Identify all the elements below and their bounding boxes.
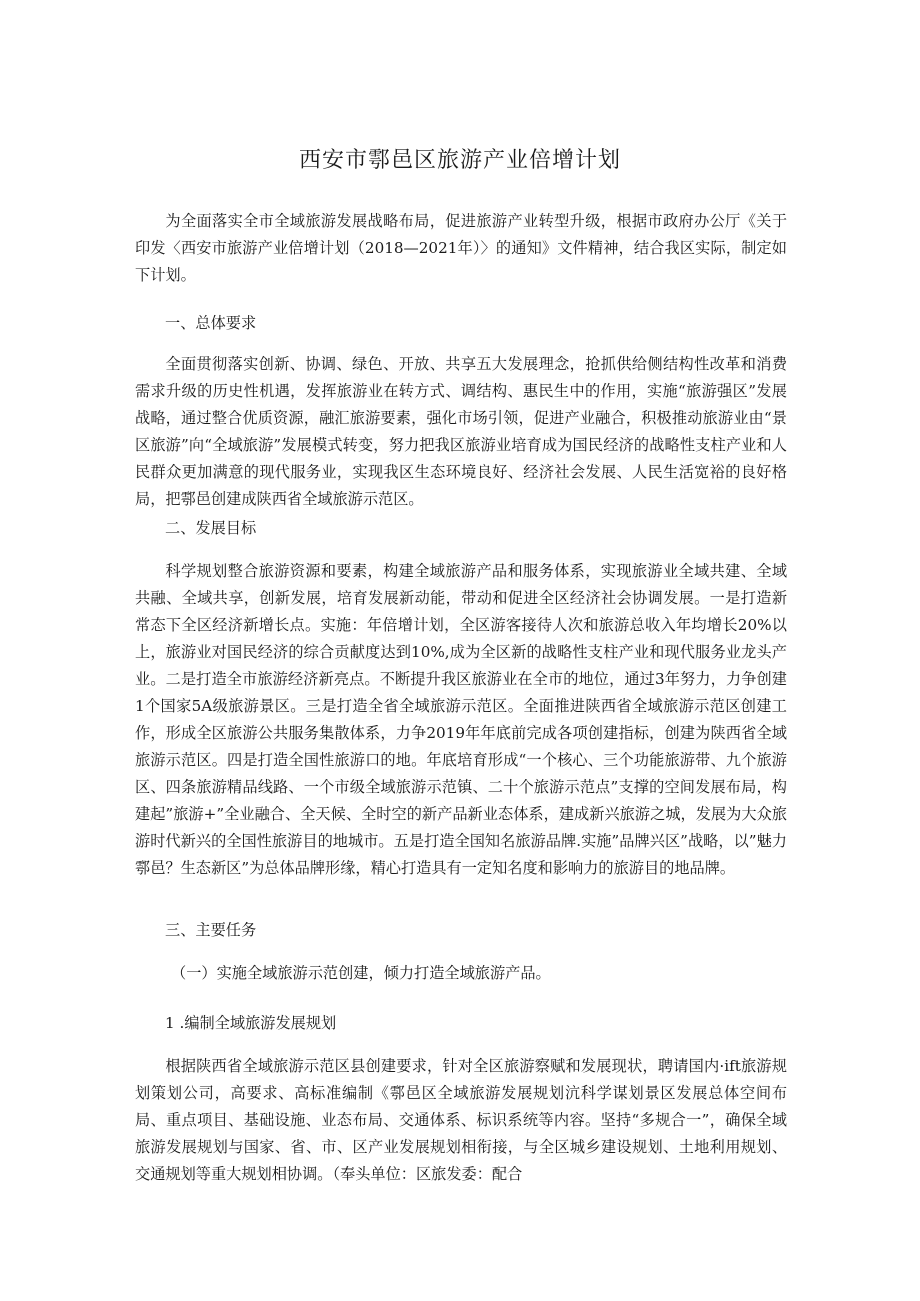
section2-paragraph: 科学规划整合旅游资源和要素，构建全域旅游产品和服务体系，实现旅游业全域共建、全域共融、全域共享，创新发展，培育发展新动能，带动和促进全区经济社会协调发展。一是打造新常态下全区经济新增长点。实施：年倍增计划，全区游客接待人次和旅游总收入年均增长20%以上，旅游业对国民经济的综合贡献度达到10%,成为全区新的战略性支柱产业和现代服务业龙头产业。二是打造全市旅游经济新亮点。不断提升我区旅游业在全市的地位，通过3年努力，力争创建1个国家5A级旅游景区。三是打造全省全域旅游示范区。全面推进陕西省全域旅游示范区创建工作，形成全区旅游公共服务集散体系，力争2019年年底前完成各项创建指标，创建为陕西省全域旅游示范区。四是打造全国性旅游口的地。年底培育形成“一个核心、三个功能旅游带、九个旅游区、四条旅游精品线路、一个市级全域旅游示范镇、二十个旅游示范点”支撑的空间发展布局，构建起”旅游+”全业融合、全天候、全时空的新产品新业态体系，建成新兴旅游之城，发展为大众旅游时代新兴的全国性旅游目的地城市。五是打造全国知名旅游品牌.实施”品牌兴区”战略，以”魅力鄠邑？生态新区”为总体品牌形缘，精心打造具有一定知名度和影响力的旅游目的地品牌。 — [135, 562, 787, 877]
document-title: 西安市鄠邑区旅游产业倍增计划 — [298, 148, 621, 173]
section1-heading: 一、总体要求 — [165, 314, 257, 332]
section3-heading: 三、主要任务 — [165, 921, 257, 939]
section2-heading: 二、发展目标 — [165, 519, 257, 537]
item1-heading: 1 .编制全域旅游发展规划 — [165, 1014, 337, 1032]
intro-paragraph: 为全面落实全市全域旅游发展战略布局，促进旅游产业转型升级，根据市政府办公厅《关于印发〈西安市旅游产业倍增计划（2018—2021年）〉的通知》文件精神，结合我区实际，制定如下计划。 — [135, 212, 787, 284]
subsection1-heading: （一）实施全域旅游示范创建，倾力打造全域旅游产品。 — [171, 964, 551, 982]
item1-paragraph: 根据陕西省全域旅游示范区县创建要求，针对全区旅游察赋和发展现状，聘请国内·ift旅游规划策划公司，高要求、高标准编制《鄠邑区全域旅游发展规划沆科学谋划景区发展总体空间布局、重点项目、基础设施、业态布局、交通体系、标识系统等内容。坚持“多规合一”，确保全域旅游发展规划与国家、省、市、区产业发展规划相衔接，与全区城乡建设规划、土地利用规划、交通规划等重大规划相协调。（奉头单位：区旅发委：配合 — [135, 1057, 787, 1183]
section1-paragraph: 全面贯彻落实创新、协调、绿色、开放、共享五大发展理念，抢抓供给侧结构性改革和消费需求升级的历史性机遇，发挥旅游业在转方式、调结构、惠民生中的作用，实施“旅游强区”发展战略，通过整合优质资源，融汇旅游要素，强化市场引领，促进产业融合，积极推动旅游业由“景区旅游”向“全域旅游”发展模式转变，努力把我区旅游业培育成为国民经济的战略性支柱产业和人民群众更加满意的现代服务业，实现我区生态环境良好、经济社会发展、人民生活宽裕的良好格局，把鄠邑创建成陕西省全域旅游示范区。 — [135, 355, 787, 508]
